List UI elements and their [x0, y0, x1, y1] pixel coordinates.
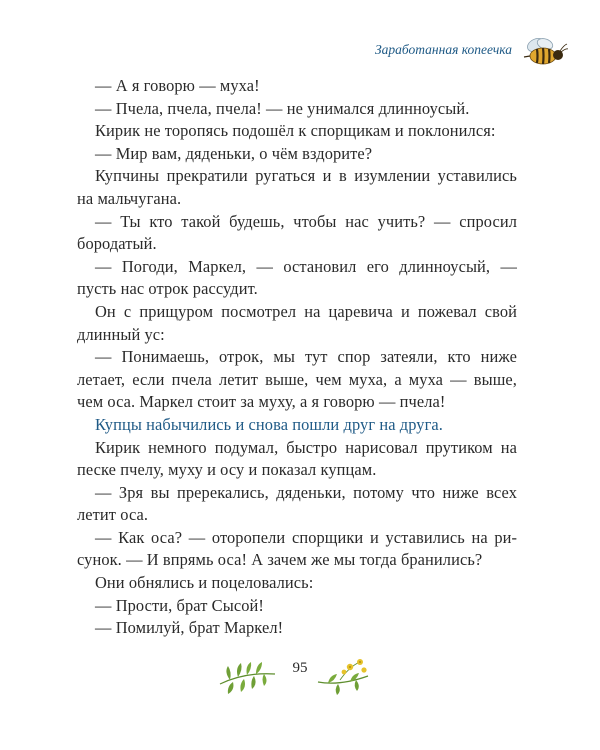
- paragraph: Кирик немного подумал, быстро нарисовал прутиком на песке пчелу, муху и осу и показал купцам.: [77, 437, 517, 480]
- page-number: 95: [292, 660, 308, 676]
- paragraph: Он с прищуром посмотрел на царевича и пожевал свой длинный ус:: [77, 301, 517, 344]
- paragraph: Купчины прекратили ругаться и в изумлении уставились на мальчугана.: [77, 166, 517, 208]
- paragraph: — Погоди, Маркел, — остановил его длинноусый, — пусть нас отрок рассудит.: [77, 256, 517, 299]
- paragraph: — Понимаешь, отрок, мы тут спор затеяли, кто ниже летает, если пчела летит выше, чем муха, а муха — выше, чем оса. Маркел стоит за муху, а я говорю — пчела!: [77, 347, 517, 412]
- paragraph: — Ты кто такой будешь, чтобы нас учить? — спросил бородатый.: [77, 211, 517, 254]
- paragraph: — Как оса? — оторопели спорщики и уставились на рисунок. — И впрямь оса! А зачем же мы тогда бранились?: [77, 527, 517, 570]
- paragraph: — А я говорю — муха!: [95, 76, 260, 95]
- body-text: [77, 75, 517, 640]
- paragraph: Купцы набычились и снова пошли друг на друга.: [95, 414, 443, 434]
- paragraph: Кирик не торопясь подошёл к спорщикам и поклонился:: [95, 121, 496, 141]
- paragraph: — Прости, брат Сысой!: [95, 595, 264, 615]
- paragraph: — Помилуй, брат Маркел!: [95, 618, 284, 638]
- paragraph: — Пчела, пчела, пчела! — не унимался длинноусый.: [95, 98, 470, 118]
- bee-icon: [518, 36, 568, 70]
- paragraph: — Мир вам, дяденьки, о чём вздорите?: [95, 143, 373, 163]
- running-head: Заработанная копеечка: [374, 42, 512, 57]
- paragraph: Они обнялись и поцеловались:: [95, 573, 314, 593]
- paragraph: — Зря вы пререкались, дяденьки, потому что ниже всех летит оса.: [77, 482, 517, 525]
